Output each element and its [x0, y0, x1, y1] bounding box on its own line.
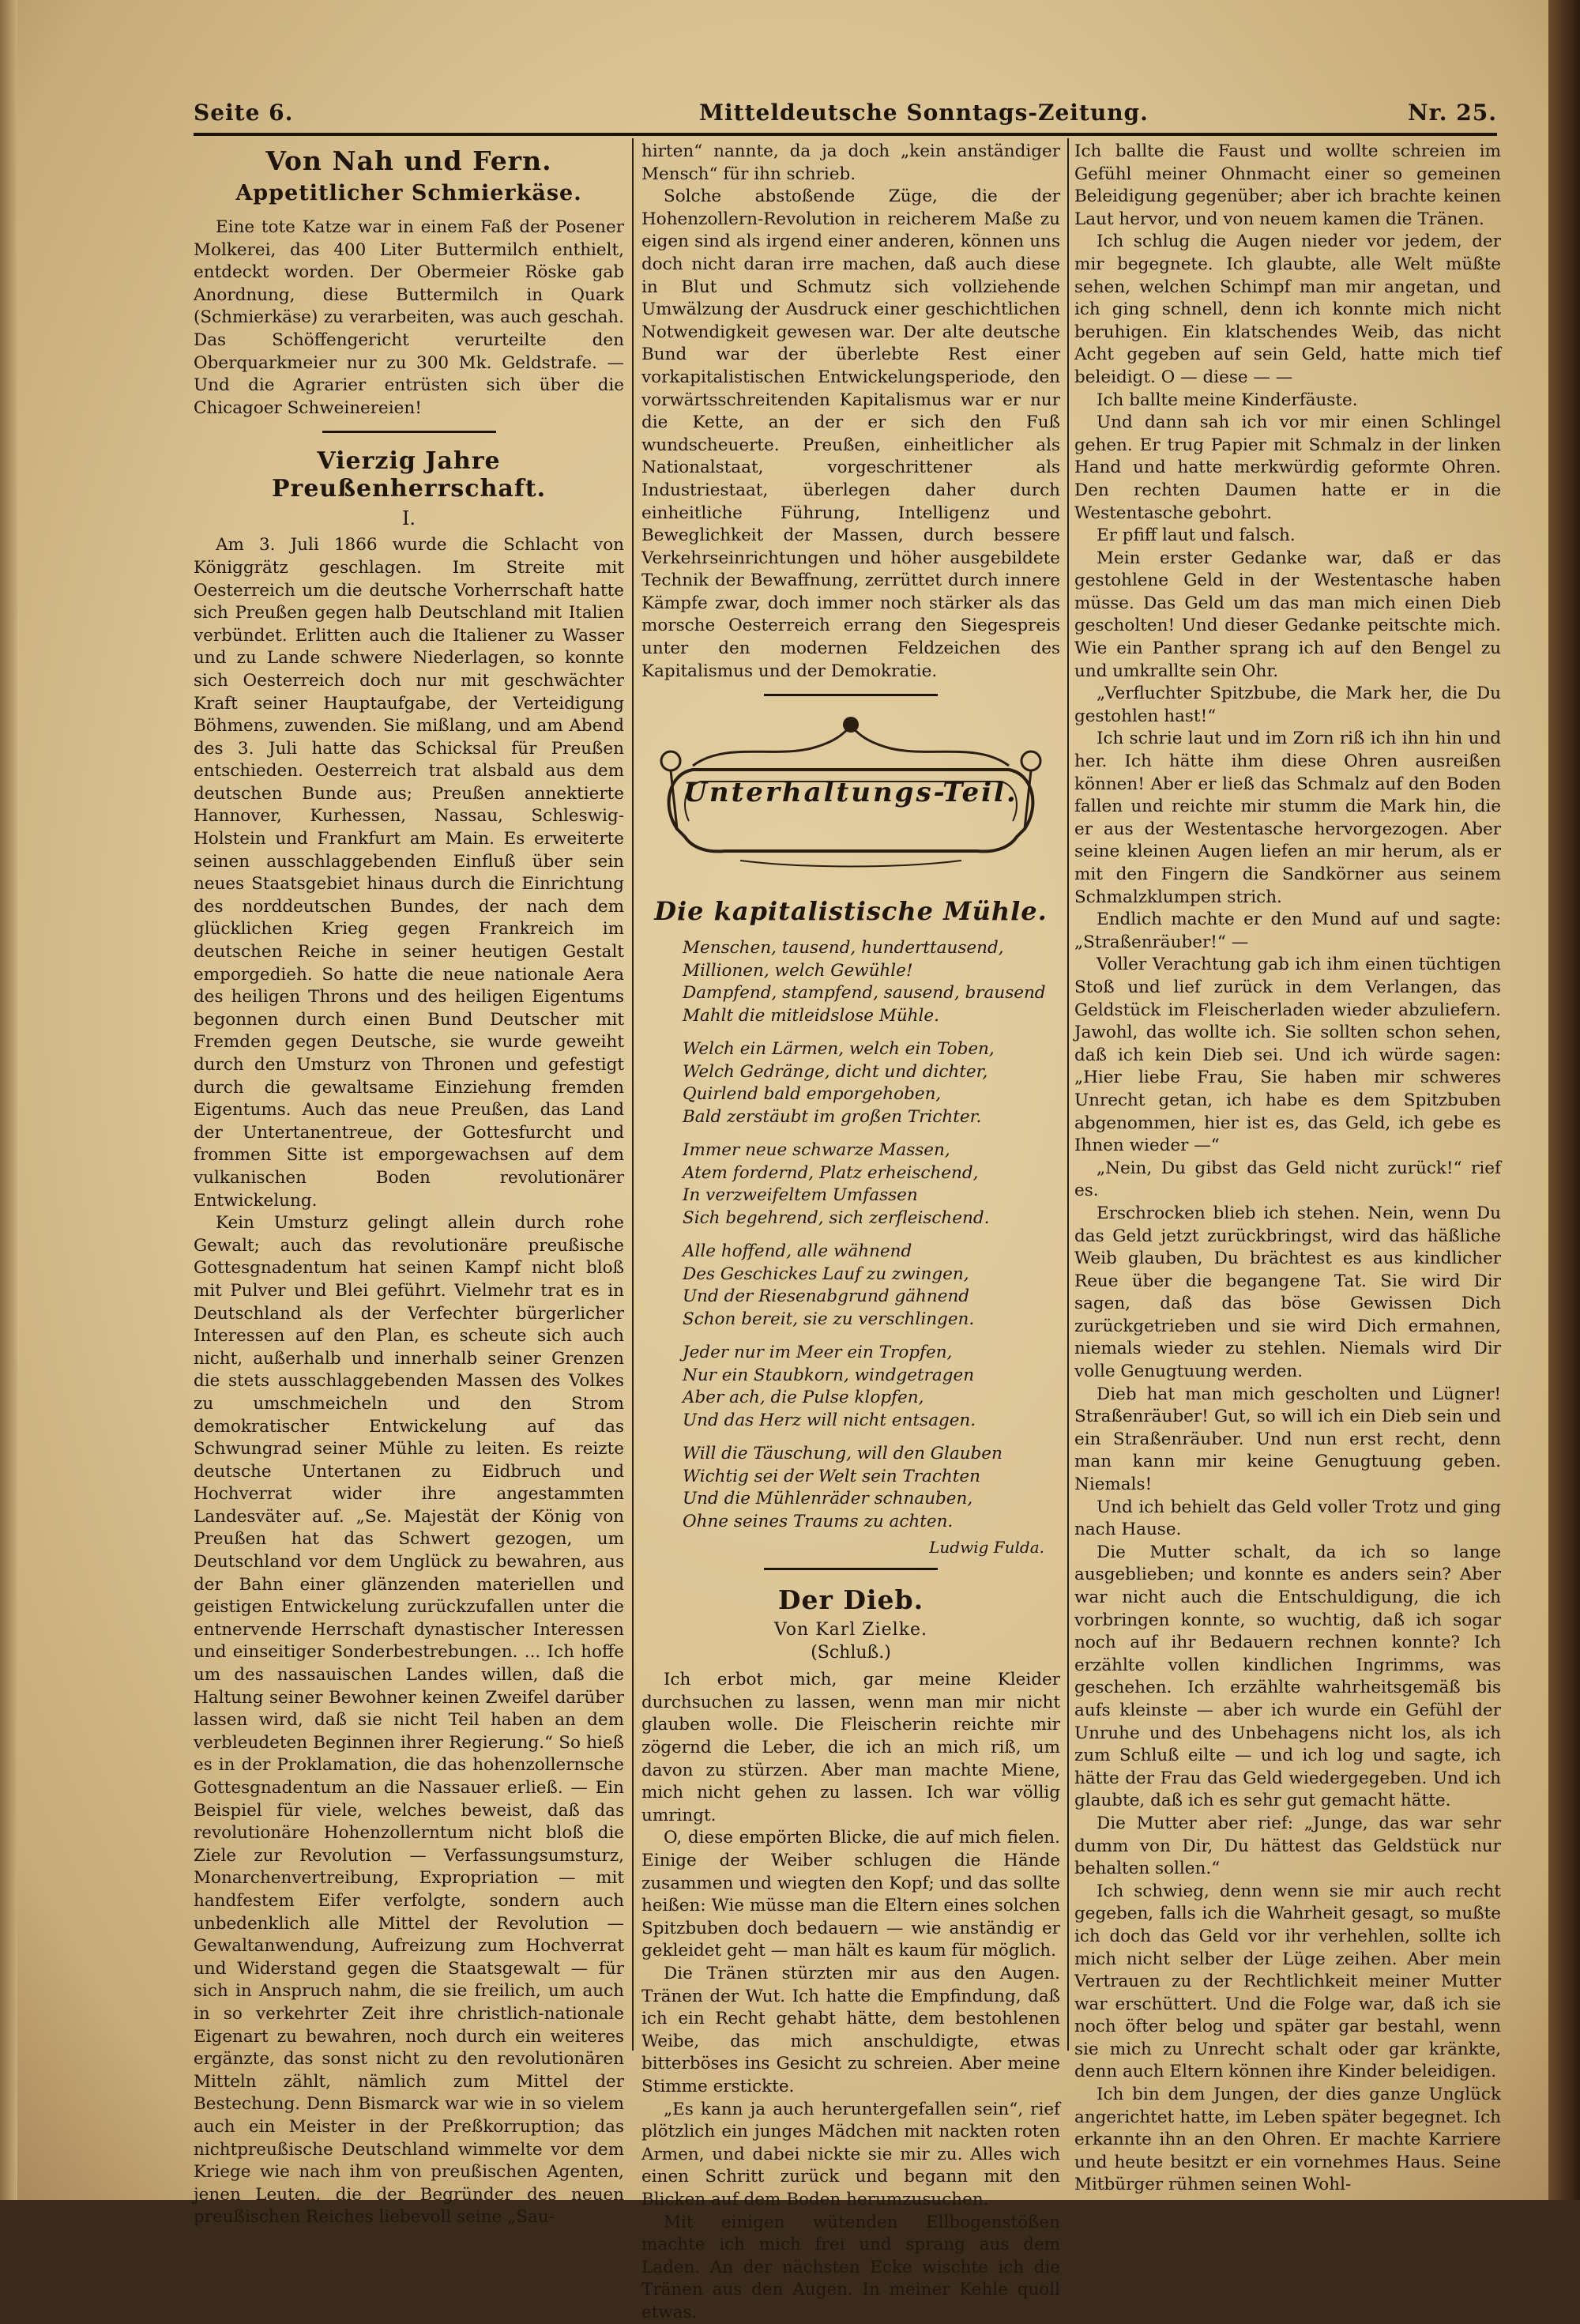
poem-line: Wichtig sei der Welt sein Trachten — [683, 1466, 1060, 1489]
story-paragraph: Ich schlug die Augen nieder vor jedem, der mir begegnete. Ich glaubte, alle Welt müßte sehen, welchen Schimpf man mir angetan, und ich ging schnell, denn ich konnte mich nicht beruhigen. Ein klatschendes Weib, das nicht Acht gegeben auf sein Geld, hatte mich tief beleidigt. O — diese — — — [1074, 231, 1501, 389]
column-1 — [194, 141, 624, 2053]
story-part: (Schluß.) — [641, 1643, 1060, 1663]
article-title: Vierzig Jahre Preußenherrschaft. — [194, 447, 624, 503]
story-author: Von Karl Zielke. — [641, 1620, 1060, 1640]
poem-line: Jeder nur im Meer ein Tropfen, — [683, 1342, 1060, 1365]
section-title: Von Nah und Fern. — [194, 145, 624, 176]
story-paragraph: „Nein, Du gibst das Geld nicht zurück!“ rief es. — [1074, 1158, 1501, 1203]
story-paragraph: Endlich machte er den Mund auf und sagte: „Straßenräuber!“ — — [1074, 909, 1501, 954]
column-2 — [641, 141, 1060, 2053]
poem-title: Die kapitalistische Mühle. — [641, 896, 1060, 926]
poem-stanza — [683, 1241, 1060, 1331]
newspaper-title: Mitteldeutsche Sonntags-Zeitung. — [699, 100, 1149, 126]
story-paragraph: Voller Verachtung gab ich ihm einen tüchtigen Stoß und lief zurück in dem Verlangen, das Geldstück im Fleischerladen wieder abzuliefern. Jawohl, das wollte ich. Sie sollten schon sehen, daß ich kein Dieb sei. Und ich würde sagen: „Hier liebe Frau, Sie haben mir schweres Unrecht getan, ich habe es dem Spitzbuben abgenommen, hier ist es, das Geld, ich gebe es Ihnen wieder —“ — [1074, 954, 1501, 1157]
separator-rule — [764, 694, 938, 696]
poem-stanza — [683, 1139, 1060, 1230]
page-header — [194, 95, 1497, 130]
poem-line: Mahlt die mitleidslose Mühle. — [683, 1005, 1060, 1028]
poem-stanza — [683, 1443, 1060, 1533]
poem-line: Des Geschickes Lauf zu zwingen, — [683, 1264, 1060, 1286]
poem-line: Will die Täuschung, will den Glauben — [683, 1443, 1060, 1466]
poem-line: Und das Herz will nicht entsagen. — [683, 1410, 1060, 1433]
separator-rule — [322, 431, 496, 433]
story-paragraph: Die Mutter schalt, da ich so lange ausgeblieben; und konnte es anders sein? Aber war nicht auch die Entschuldigung, die ich vorbringen konnte, so wuchtig, daß ich sogar noch auf ihr Bedauern rechnen konnte? Ich erzählte vollen kindlichen Ingrimms, was geschehen. Ich erzählte wahrheitsgemäß bis aufs kleinste — aber ich wurde ein Gefühl der Unruhe und des Unbehagens nicht los, als ich zum Schluß eilte — und ich log und sagte, ich hätte der Frau das Geld wiedergegeben. Und ich glaubte, daß ich es sehr gut gemacht hätte. — [1074, 1542, 1501, 1813]
book-binding — [1548, 0, 1580, 2200]
story-paragraph: Ich bin dem Jungen, der dies ganze Unglück angerichtet hatte, im Leben später begegnet. Ich erkannte ihn an den Ohren. Er machte Karriere und heute besitzt er ein vornehmes Haus. Seine Mitbürger rühmen seinen Wohl- — [1074, 2084, 1501, 2197]
article-paragraph: Am 3. Juli 1866 wurde die Schlacht von Königgrätz geschlagen. Im Streite mit Oesterreich um die deutsche Vorherrschaft hatte sich Preußen gegen halb Deutschland mit Italien verbündet. Erlitten auch die Italiener zu Wasser und zu Lande schwere Niederlagen, so konnte sich Oesterreich doch nur mit geschwächter Kraft seiner Hauptaufgabe, der Verteidigung Böhmens, zuwenden. Sie mißlang, und am Abend des 3. Juli hatte das Schicksal für Preußen entschieden. Oesterreich trat alsbald aus dem deutschen Bunde aus; Preußen annektierte Hannover, Kurhessen, Nassau, Schleswig-Holstein und Frankfurt am Main. Es erweiterte seinen ausschlaggebenden Einfluß über sein neues Staatsgebiet hinaus durch die Einrichtung des norddeutschen Bundes, der nach dem glücklichen Krieg gegen Frankreich im deutschen Reiche in seiner heutigen Gestalt emporgedieh. So hatte die neue nationale Aera des heiligen Throns und des heiligen Eigentums begonnen durch einen Bund Deutscher mit Fremden gegen Deutsche, sie wurde geweiht durch den Umsturz von Thronen und gefestigt durch die gewaltsame Einziehung fremden Eigentums. Auch das neue Preußen, das Land der Untertanentreue, der Gottesfurcht und frommen Sitte ist emporgewachsen auf dem vulkanischen Boden revolutionärer Entwickelung. — [194, 534, 624, 1212]
story-paragraph: „Verfluchter Spitzbube, die Mark her, die Du gestohlen hast!“ — [1074, 683, 1501, 728]
poem-line: Welch Gedränge, dicht und dichter, — [683, 1061, 1060, 1084]
article-body: Eine tote Katze war in einem Faß der Posener Molkerei, das 400 Liter Buttermilch enthielt, entdeckt worden. Der Obermeier Röske gab Anordnung, diese Buttermilch in Quark (Schmierkäse) zu verarbeiten, was auch geschah. Das Schöffengericht verurteilte den Oberquarkmeier nur zu 300 Mk. Geldstrafe. — Und die Agrarier entrüsten sich über die Chicagoer Schweinereien! — [194, 217, 624, 420]
header-rule — [194, 133, 1497, 136]
poem-line: Und die Mühlenräder schnauben, — [683, 1488, 1060, 1511]
article-title: Appetitlicher Schmierkäse. — [194, 181, 624, 205]
poem-line: Ohne seines Traums zu achten. — [683, 1511, 1060, 1534]
poem-line: Sich begehrend, sich zerfleischend. — [683, 1207, 1060, 1230]
column-divider — [1067, 138, 1069, 2051]
article-paragraph: hirten“ nannte, da ja doch „kein anständiger Mensch“ für ihn schrieb. — [641, 141, 1060, 186]
poem-line: Aber ach, die Pulse klopfen, — [683, 1387, 1060, 1410]
poem-line: Und der Riesenabgrund gähnend — [683, 1286, 1060, 1309]
poem-line: Millionen, welch Gewühle! — [683, 960, 1060, 983]
story-paragraph: Ich erbot mich, gar meine Kleider durchsuchen zu lassen, wenn man mir nicht glauben wolle. Die Fleischerin reichte mir zögernd die Leber, die ich an mich riß, um davon zu stürzen. Aber man machte Miene, mich nicht gehen zu lassen. Ich war völlig umringt. — [641, 1669, 1060, 1827]
poem-line: Alle hoffend, alle wähnend — [683, 1241, 1060, 1264]
issue-number: Nr. 25. — [1408, 100, 1497, 126]
page-left-edge — [0, 0, 17, 2200]
poem-line: Nur ein Staubkorn, windgetragen — [683, 1365, 1060, 1388]
story-paragraph: Und ich behielt das Geld voller Trotz und ging nach Hause. — [1074, 1497, 1501, 1542]
story-paragraph: Ich schrie laut und im Zorn riß ich ihn hin und her. Ich hätte ihm diese Ohren ausreißen können! Aber er ließ das Schmalz auf den Boden fallen und reichte mir stumm die Mark hin, die er aus der Westentasche hervorgezogen. Aber seine kleinen Augen liefen an mir herum, als er mit den Fingern die Sandkörner aus seinem Schmalzklumpen strich. — [1074, 728, 1501, 909]
story-paragraph: Ich schwieg, denn wenn sie mir auch recht gegeben, falls ich die Wahrheit gesagt, so mußte ich doch das Geld vor ihr verhehlen, sollte ich mich nicht selber der Lüge zeihen. Aber mein Vertrauen zu der Rechtlichkeit meiner Mutter war erschüttert. Und die Folge war, daß ich sie noch öfter belog und später gar bestahl, wenn sie mich zu Unrecht schalt oder gar kränkte, denn auch Eltern können ihre Kinder beleidigen. — [1074, 1881, 1501, 2084]
separator-rule — [764, 1568, 938, 1570]
story-paragraph: Ich ballte die Faust und wollte schreien im Gefühl meiner Ohnmacht einer so gemeinen Beleidigung gegenüber; aber ich brachte keinen Laut hervor, und von neuem kamen die Tränen. — [1074, 141, 1501, 231]
poem-line: In verzweifeltem Umfassen — [683, 1185, 1060, 1207]
poem-stanza — [683, 1038, 1060, 1128]
article-part-number: I. — [194, 507, 624, 529]
poem-author: Ludwig Fulda. — [641, 1538, 1044, 1557]
story-paragraph: Dieb hat man mich gescholten und Lügner! Straßenräuber! Gut, so will ich ein Dieb sein und ein Straßenräuber. Und nun erst recht, denn man kann mir keine Genugtuung geben. Niemals! — [1074, 1384, 1501, 1497]
story-paragraph: Und dann sah ich vor mir einen Schlingel gehen. Er trug Papier mit Schmalz in der linken Hand und hatte merkwürdig geformte Ohren. Den rechten Daumen hatte er in die Westentasche gebohrt. — [1074, 412, 1501, 525]
column-divider — [632, 138, 634, 2051]
poem-line: Quirlend bald emporgehoben, — [683, 1083, 1060, 1106]
column-3 — [1074, 141, 1501, 2053]
poem-line: Atem fordernd, Platz erheischend, — [683, 1162, 1060, 1185]
story-paragraph: „Es kann ja auch heruntergefallen sein“, rief plötzlich ein junges Mädchen mit nackten roten Armen, und dabei nickte sie mir zu. Alles wich einen Schritt zurück und begann mit den Blicken auf dem Boden herumzusuchen. — [641, 2099, 1060, 2212]
poem-line: Schon bereit, sie zu verschlingen. — [683, 1309, 1060, 1331]
poem-line: Welch ein Lärmen, welch ein Toben, — [683, 1038, 1060, 1061]
story-paragraph: O, diese empörten Blicke, die auf mich fielen. Einige der Weiber schlugen die Hände zusammen und wiegten den Kopf; und das sollte heißen: Wie müsse man die Eltern eines solchen Spitzbuben doch bedauern — wie anständig er gekleidet geht — man hält es kaum für möglich. — [641, 1827, 1060, 1963]
story-title: Der Dieb. — [641, 1584, 1060, 1615]
entertainment-section-banner — [645, 710, 1056, 880]
article-paragraph: Solche abstoßende Züge, die der Hohenzollern-Revolution in reicherem Maße zu eigen sind als irgend einer anderen, können uns doch nicht daran irre machen, daß auch diese in Blut und Schmutz sich vollziehende Umwälzung der Ausdruck einer geschichtlichen Notwendigkeit gewesen war. Der alte deutsche Bund war der überlebte Rest einer vorkapitalistischen Entwickelungsperiode, den vorwärtsschreitenden Kapitalismus war er nur die Kette, an der er sich den Fuß wundscheuerte. Preußen, einheitlicher als Nationalstaat, vorgeschrittener als Industriestaat, überlegen daher durch einheitliche Führung, Intelligenz und Beweglichkeit der Massen, durch bessere Verkehrseinrichtungen und höher ausgebildete Technik der Bewaffnung, zerrüttet durch innere Kämpfe zwar, doch immer noch stärker als das morsche Oesterreich errang den Siegespreis unter den modernen Feldzeichen des Kapitalismus und der Demokratie. — [641, 186, 1060, 683]
poem-line: Dampfend, stampfend, sausend, brausend — [683, 982, 1060, 1005]
article-paragraph: Kein Umsturz gelingt allein durch rohe Gewalt; auch das revolutionäre preußische Gottesgnadentum hat seinen Kampf nicht bloß mit Pulver und Blei geführt. Vielmehr trat es in Deutschland als der Verfechter bürgerlicher Interessen auf den Plan, es scheute sich auch nicht, außerhalb und innerhalb seiner Grenzen die stets ausschlaggebenden Massen des Volkes zu umschmeicheln und den Strom demokratischer Entwickelung auf das Schwungrad seiner Mühle zu leiten. Es reizte deutsche Untertanen zu Eidbruch und Hochverrat wider ihre angestammten Landesväter auf. „Se. Majestät der König von Preußen hat das Schwert gezogen, um Deutschland vor dem Unglück zu bewahren, aus der Bahn einer glänzenden materiellen und geistigen Entwickelung zurückzufallen unter die entnervende Herrschaft dynastischer Interessen und einseitiger Sonderbestrebungen. ... Ich hoffe um des nassauischen Landes willen, daß die Haltung seiner Bewohner keinen Zweifel darüber lassen wird, daß sie nicht Teil haben an dem verbleudeten Beginnen ihrer Regierung.“ So hieß es in der Proklamation, die das hohenzollernsche Gottesgnadentum an die Nassauer erließ. — Ein Beispiel für viele, welches beweist, daß das revolutionäre Hohenzollerntum nicht bloß die Ziele zur Revolution — Verfassungsumsturz, Monarchenvertreibung, Expropriation — mit handfestem Eifer verfolgte, sondern auch unbedenklich alle Mittel der Revolution — Gewaltanwendung, Aufreizung zum Hochverrat und Widerstand gegen die Staatsgewalt — für sich in Anspruch nahm, die sie freilich, um auch in so verkehrter Zeit ihre christlich-nationale Eigenart zu bewahren, noch durch ein weiteres ergänzte, das sonst nicht zu den revolutionären Mitteln zählt, nämlich zum Mittel der Bestechung. Denn Bismarck war wie in so vielem auch ein Meister in der Preßkorruption; das nichtpreußische Deutschland wimmelte vor dem Kriege wie nach ihm von preußischen Agenten, jenen Leuten, die der Begründer des neuen preußischen Reiches liebevoll seine „Sau- — [194, 1212, 624, 2229]
poem-line: Immer neue schwarze Massen, — [683, 1139, 1060, 1162]
page-label: Seite 6. — [194, 100, 293, 126]
poem-line: Bald zerstäubt im großen Trichter. — [683, 1106, 1060, 1129]
story-paragraph: Er pfiff laut und falsch. — [1074, 525, 1501, 548]
poem-stanza — [683, 1342, 1060, 1432]
poem-line: Menschen, tausend, hunderttausend, — [683, 937, 1060, 960]
story-paragraph: Erschrocken blieb ich stehen. Nein, wenn Du das Geld jetzt zurückbringst, wird das häßliche Weib glauben, Du brächtest es aus kindlicher Reue über die begangene Tat. Sie wird Dir sagen, daß das böse Gewissen Dich zurückgetrieben und sie wird Dich ermahnen, niemals wieder zu stehlen. Niemals wird Dir volle Genugtuung werden. — [1074, 1203, 1501, 1384]
story-paragraph: Die Mutter aber rief: „Junge, das war sehr dumm von Dir, Du hättest das Geldstück nur behalten sollen.“ — [1074, 1813, 1501, 1881]
story-paragraph: Mein erster Gedanke war, daß er das gestohlene Geld in der Westentasche haben müsse. Das Geld um das man mich einen Dieb gescholten! Und dieser Gedanke peitschte mich. Wie ein Panther sprang ich auf den Bengel zu und umkrallte sein Ohr. — [1074, 548, 1501, 684]
story-paragraph: Mit einigen wütenden Ellbogenstößen machte ich mich frei und sprang aus dem Laden. An der nächsten Ecke wischte ich die Tränen aus den Augen. In meiner Kehle quoll etwas. — [641, 2212, 1060, 2324]
story-paragraph: Ich ballte meine Kinderfäuste. — [1074, 390, 1501, 412]
banner-text: Unterhaltungs-Teil. — [645, 777, 1056, 808]
poem-stanza — [683, 937, 1060, 1027]
story-paragraph: Die Tränen stürzten mir aus den Augen. Tränen der Wut. Ich hatte die Empfindung, daß ich ein Recht gehabt hätte, dem bestohlenen Weibe, das mich anschuldigte, etwas bitterböses ins Gesicht zu schreien. Aber meine Stimme erstickte. — [641, 1963, 1060, 2099]
